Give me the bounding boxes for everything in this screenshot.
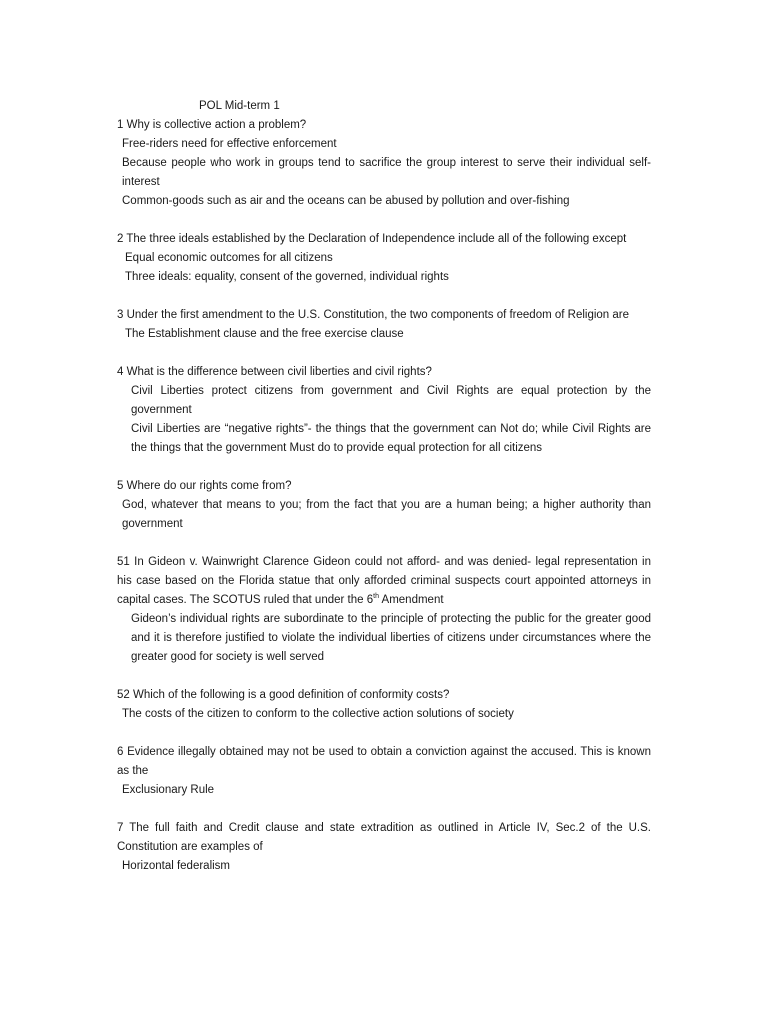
question-block-4 <box>117 363 651 458</box>
question-block-52 <box>117 686 651 724</box>
question-block-6 <box>117 743 651 800</box>
question-block-51 <box>117 553 651 667</box>
answer-text: Free-riders need for effective enforcement <box>122 138 337 150</box>
question-text <box>117 553 651 610</box>
answer-text: Civil Liberties protect citizens from government and Civil Rights are equal protection by the government <box>131 385 651 416</box>
answer-text: The Establishment clause and the free exercise clause <box>125 328 404 340</box>
question-block-3 <box>117 306 651 344</box>
answer-text: God, whatever that means to you; from the fact that you are a human being; a higher authority than government <box>122 499 651 530</box>
question-text: 52 Which of the following is a good definition of conformity costs? <box>117 689 450 701</box>
question-text-part: Amendment <box>378 594 444 606</box>
answer-text: Three ideals: equality, consent of the governed, individual rights <box>125 271 449 283</box>
answer-text: Gideon’s individual rights are subordinate to the principle of protecting the public for the greater good and it is therefore justified to violate the individual liberties of citizens under circumstances where the greater good for society is well served <box>131 613 651 663</box>
answer-text: Common-goods such as air and the oceans can be abused by pollution and over-fishing <box>122 195 570 207</box>
question-text-part: 51 In Gideon v. Wainwright Clarence Gideon could not afford- and was denied- legal representation in his case based on the Florida statue that only afforded criminal suspects court appointed attorneys in capital cases. The SCOTUS ruled that under the 6 <box>117 556 651 606</box>
question-text: 7 The full faith and Credit clause and state extradition as outlined in Article IV, Sec.2 of the U.S. Constitution are examples of <box>117 822 651 853</box>
question-text: 3 Under the first amendment to the U.S. Constitution, the two components of freedom of Religion are <box>117 309 630 321</box>
answer-text: Exclusionary Rule <box>122 784 215 796</box>
question-text: 5 Where do our rights come from? <box>117 480 292 492</box>
ordinal-superscript: th <box>373 593 379 601</box>
question-block-2 <box>117 230 651 287</box>
question-block-7 <box>117 819 651 876</box>
answer-text: Because people who work in groups tend to sacrifice the group interest to serve their individual self-interest <box>122 157 651 188</box>
document-body <box>117 116 651 895</box>
answer-text: The costs of the citizen to conform to the collective action solutions of society <box>122 708 514 720</box>
answer-text: Horizontal federalism <box>122 860 231 872</box>
question-text: 2 The three ideals established by the Declaration of Independence include all of the following except <box>117 233 627 245</box>
question-text: 1 Why is collective action a problem? <box>117 119 307 131</box>
answer-text: Civil Liberties are “negative rights”- the things that the government can Not do; while Civil Rights are the things that the government Must do to provide equal protection for all citizens <box>131 423 651 454</box>
question-block-5 <box>117 477 651 534</box>
question-block-1 <box>117 116 651 211</box>
document-title: POL Mid-term 1 <box>199 100 280 112</box>
question-text: 6 Evidence illegally obtained may not be used to obtain a conviction against the accused. This is known as the <box>117 746 651 777</box>
answer-text: Equal economic outcomes for all citizens <box>125 252 333 264</box>
question-text: 4 What is the difference between civil liberties and civil rights? <box>117 366 432 378</box>
